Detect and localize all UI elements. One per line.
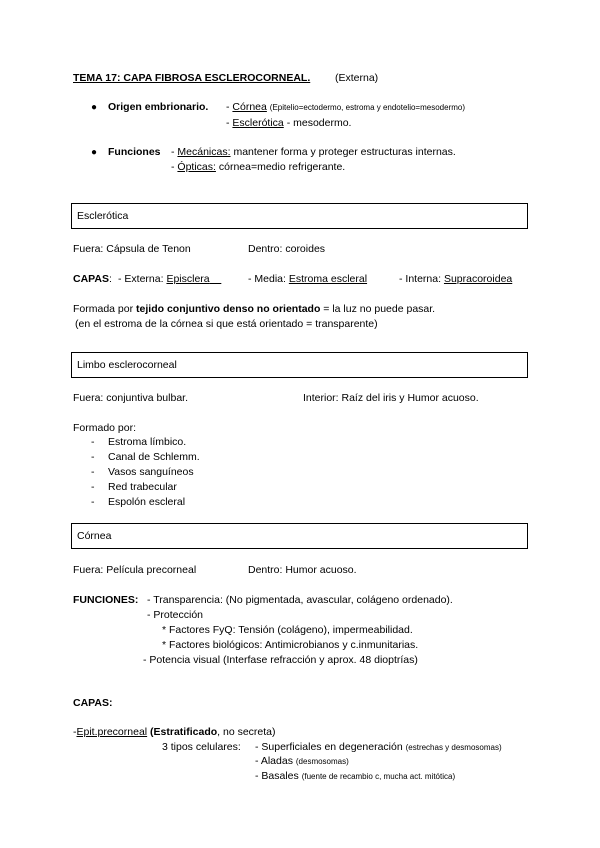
funciones-label: Funciones xyxy=(108,146,161,158)
section-title: Esclerótica xyxy=(77,210,129,222)
tipo-aladas: - Aladas (desmosomas) xyxy=(255,755,349,767)
cornea-proteccion: - Protección xyxy=(147,609,204,621)
section-title: Córnea xyxy=(77,530,112,542)
section-title: Limbo esclerocorneal xyxy=(77,359,177,371)
list-item: - Red trabecular xyxy=(91,481,177,493)
cornea-potencia: - Potencia visual (Interfase refracción y aprox. 48 dioptrías) xyxy=(143,654,418,666)
capa-interna-value: Supracoroidea xyxy=(443,273,513,285)
cornea-capas-label: CAPAS: xyxy=(73,697,113,709)
section-box-limbo xyxy=(71,352,528,378)
esclerotica-dentro: Dentro: coroides xyxy=(248,243,326,255)
bullet-icon: ● xyxy=(91,147,98,158)
capa-interna: - Interna: Supracoroidea xyxy=(399,273,513,285)
mecanicas-label: Mecánicas: xyxy=(177,146,231,158)
tipo-superficiales: - Superficiales en degeneración (estrechas y desmosomas) xyxy=(255,741,502,753)
origen-cornea-detail: (Epitelio=ectodermo, estroma y endotelio=mesodermo) xyxy=(269,103,466,112)
tipos-celulares: 3 tipos celulares: xyxy=(162,741,241,753)
limbo-formado-por: Formado por: xyxy=(73,422,137,434)
epit-precorneal-line: -Epit.precorneal (Estratificado, no secreta) xyxy=(73,726,276,738)
section-box-esclerotica xyxy=(71,203,528,229)
capa-media-value: Estroma escleral xyxy=(288,273,368,285)
list-item: - Estroma límbico. xyxy=(91,436,187,448)
funciones-opticas: - Ópticas: córnea=medio refrigerante. xyxy=(171,161,346,173)
limbo-fuera: Fuera: conjuntiva bulbar. xyxy=(73,392,188,404)
capa-externa: - Externa: Episclera xyxy=(118,273,210,285)
capa-externa-value: Episclera xyxy=(166,273,210,285)
page-subtitle: (Externa) xyxy=(335,72,379,84)
origen-esclerotica-label: Esclerótica xyxy=(232,117,284,129)
origen-cornea-label: Córnea xyxy=(232,101,267,113)
cornea-factores-fyq: * Factores FyQ: Tensión (colágeno), impermeabilidad. xyxy=(162,624,413,636)
esclerotica-formada: Formada por tejido conjuntivo denso no orientado = la luz no puede pasar. xyxy=(73,303,436,315)
esclerotica-nota: (en el estroma de la córnea si que está orientado = transparente) xyxy=(75,318,378,330)
opticas-text: córnea=medio refrigerante. xyxy=(218,161,346,173)
capa-media: - Media: Estroma escleral xyxy=(248,273,368,285)
list-item: - Vasos sanguíneos xyxy=(91,466,194,478)
origen-esclerotica-detail: - mesodermo. xyxy=(286,117,352,129)
cornea-dentro: Dentro: Humor acuoso. xyxy=(248,564,357,576)
tipo-basales: - Basales (fuente de recambio c, mucha act. mitótica) xyxy=(255,770,456,782)
cornea-transparencia: - Transparencia: (No pigmentada, avascular, colágeno ordenado). xyxy=(147,594,453,606)
list-item: - Canal de Schlemm. xyxy=(91,451,200,463)
opticas-label: Ópticas: xyxy=(177,161,216,173)
page-title: TEMA 17: CAPA FIBROSA ESCLEROCORNEAL. xyxy=(73,72,311,84)
epit-label: Epit.precorneal xyxy=(76,726,148,738)
esclerotica-capas: CAPAS: xyxy=(73,273,112,285)
mecanicas-text: mantener forma y proteger estructuras internas. xyxy=(233,146,456,158)
limbo-interior: Interior: Raíz del iris y Humor acuoso. xyxy=(303,392,479,404)
origen-esclerotica-line: - Esclerótica - mesodermo. xyxy=(226,117,352,129)
cornea-funciones-label: FUNCIONES: xyxy=(73,594,139,606)
funciones-mecanicas: - Mecánicas: mantener forma y proteger estructuras internas. xyxy=(171,146,456,158)
origen-label: Origen embrionario. xyxy=(108,101,209,113)
list-item: - Espolón escleral xyxy=(91,496,186,508)
bullet-icon: ● xyxy=(91,102,98,113)
origen-cornea-line: - Córnea (Epitelio=ectodermo, estroma y endotelio=mesodermo) xyxy=(226,101,466,113)
capas-label: CAPAS xyxy=(73,273,109,285)
cornea-fuera: Fuera: Película precorneal xyxy=(73,564,197,576)
esclerotica-fuera: Fuera: Cápsula de Tenon xyxy=(73,243,191,255)
section-box-cornea xyxy=(71,523,528,549)
cornea-factores-bio: * Factores biológicos: Antimicrobianos y c.inmunitarias. xyxy=(162,639,419,651)
